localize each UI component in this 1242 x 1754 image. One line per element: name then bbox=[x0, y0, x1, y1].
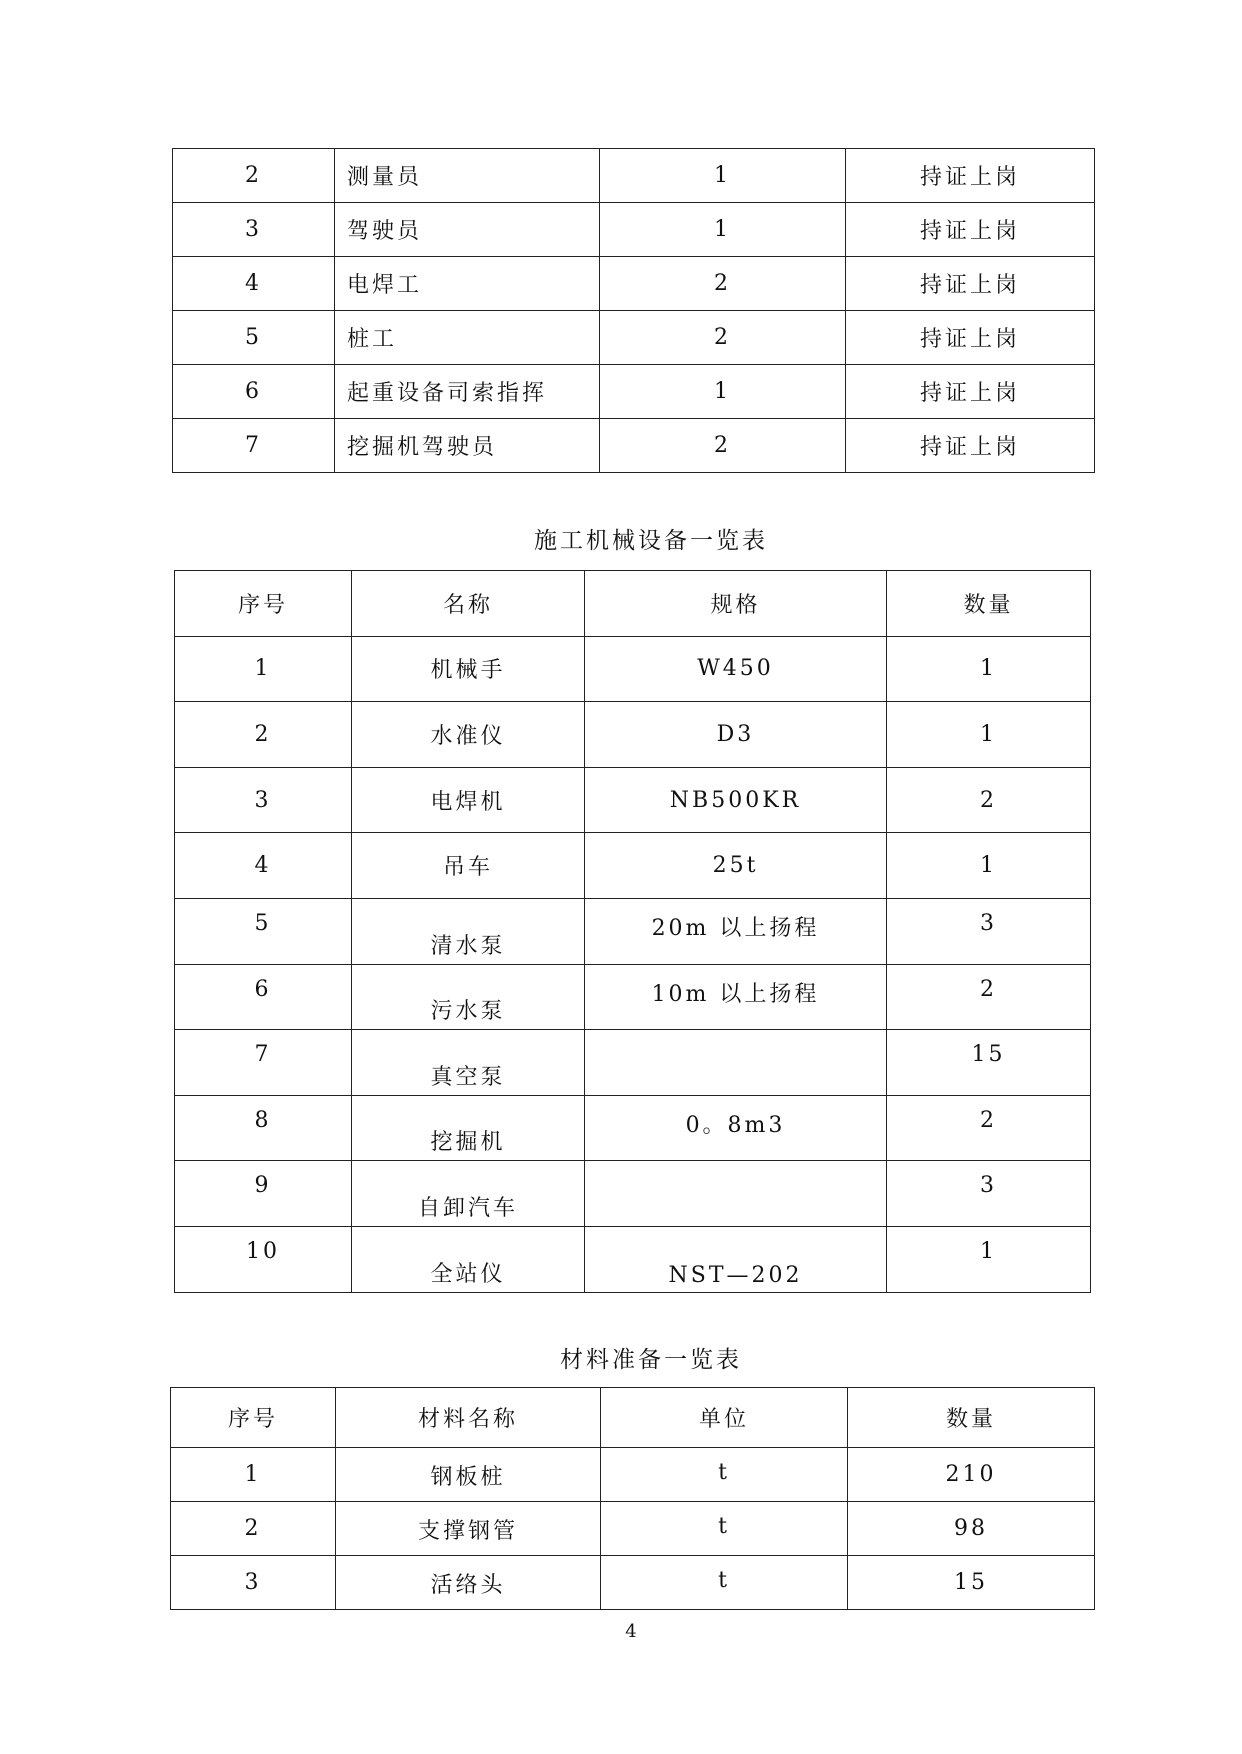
staff-count: 2 bbox=[600, 419, 846, 473]
equipment-table bbox=[174, 570, 1091, 1293]
staff-note: 持证上岗 bbox=[846, 149, 1095, 203]
equipment-spec: NB500KR bbox=[585, 767, 887, 833]
material-unit: t bbox=[601, 1448, 848, 1502]
equipment-name: 自卸汽车 bbox=[352, 1161, 585, 1227]
equipment-qty: 1 bbox=[887, 833, 1091, 899]
equipment-spec: 25t bbox=[585, 833, 887, 899]
staff-role: 起重设备司索指挥 bbox=[335, 365, 600, 419]
staff-note: 持证上岗 bbox=[846, 365, 1095, 419]
table-row bbox=[175, 898, 1091, 964]
equipment-spec bbox=[585, 1161, 887, 1227]
material-name: 支撑钢管 bbox=[336, 1502, 601, 1556]
equipment-name: 挖掘机 bbox=[352, 1095, 585, 1161]
table-row bbox=[173, 149, 1095, 203]
staff-no: 6 bbox=[173, 365, 335, 419]
equipment-name: 污水泵 bbox=[352, 964, 585, 1030]
table-row bbox=[175, 964, 1091, 1030]
staff-role: 驾驶员 bbox=[335, 203, 600, 257]
equipment-name: 真空泵 bbox=[352, 1030, 585, 1096]
material-qty: 98 bbox=[848, 1502, 1095, 1556]
material-unit: t bbox=[601, 1502, 848, 1556]
table-row bbox=[175, 1030, 1091, 1096]
equipment-no: 3 bbox=[175, 767, 352, 833]
equipment-spec: NST—202 bbox=[585, 1226, 887, 1292]
equipment-no: 9 bbox=[175, 1161, 352, 1227]
material-no: 2 bbox=[171, 1502, 336, 1556]
column-header: 序号 bbox=[171, 1388, 336, 1448]
equipment-qty: 1 bbox=[887, 702, 1091, 768]
equipment-no: 10 bbox=[175, 1226, 352, 1292]
equipment-qty: 3 bbox=[887, 898, 1091, 964]
staff-role: 桩工 bbox=[335, 311, 600, 365]
column-header: 名称 bbox=[352, 571, 585, 637]
table-row bbox=[173, 257, 1095, 311]
material-table bbox=[170, 1387, 1095, 1610]
equipment-qty: 1 bbox=[887, 1226, 1091, 1292]
material-name: 钢板桩 bbox=[336, 1448, 601, 1502]
staff-role: 电焊工 bbox=[335, 257, 600, 311]
equipment-qty: 15 bbox=[887, 1030, 1091, 1096]
equipment-name: 电焊机 bbox=[352, 767, 585, 833]
table-row bbox=[175, 767, 1091, 833]
equipment-name: 水准仪 bbox=[352, 702, 585, 768]
table-header-row bbox=[175, 571, 1091, 637]
equipment-spec: D3 bbox=[585, 702, 887, 768]
staff-role: 挖掘机驾驶员 bbox=[335, 419, 600, 473]
material-table-caption: 材料准备一览表 bbox=[560, 1347, 742, 1373]
material-unit: t bbox=[601, 1556, 848, 1610]
equipment-name: 机械手 bbox=[352, 636, 585, 702]
material-no: 1 bbox=[171, 1448, 336, 1502]
staff-count: 1 bbox=[600, 365, 846, 419]
staff-no: 5 bbox=[173, 311, 335, 365]
equipment-qty: 2 bbox=[887, 767, 1091, 833]
equipment-name: 吊车 bbox=[352, 833, 585, 899]
equipment-no: 7 bbox=[175, 1030, 352, 1096]
equipment-spec: 10m 以上扬程 bbox=[585, 964, 887, 1030]
column-header: 数量 bbox=[848, 1388, 1095, 1448]
equipment-qty: 2 bbox=[887, 964, 1091, 1030]
equipment-no: 6 bbox=[175, 964, 352, 1030]
staff-note: 持证上岗 bbox=[846, 311, 1095, 365]
equipment-spec: 20m 以上扬程 bbox=[585, 898, 887, 964]
staff-note: 持证上岗 bbox=[846, 419, 1095, 473]
column-header: 材料名称 bbox=[336, 1388, 601, 1448]
equipment-no: 2 bbox=[175, 702, 352, 768]
table-row bbox=[171, 1556, 1095, 1610]
material-no: 3 bbox=[171, 1556, 336, 1610]
staff-count: 1 bbox=[600, 149, 846, 203]
staff-role: 测量员 bbox=[335, 149, 600, 203]
staff-no: 3 bbox=[173, 203, 335, 257]
column-header: 规格 bbox=[585, 571, 887, 637]
equipment-qty: 2 bbox=[887, 1095, 1091, 1161]
staff-note: 持证上岗 bbox=[846, 257, 1095, 311]
table-row bbox=[171, 1502, 1095, 1556]
table-row bbox=[173, 419, 1095, 473]
equipment-spec bbox=[585, 1030, 887, 1096]
staff-count: 1 bbox=[600, 203, 846, 257]
table-header-row bbox=[171, 1388, 1095, 1448]
equipment-no: 1 bbox=[175, 636, 352, 702]
column-header: 序号 bbox=[175, 571, 352, 637]
table-row bbox=[173, 311, 1095, 365]
page-number: 4 bbox=[625, 1621, 637, 1642]
staff-count: 2 bbox=[600, 257, 846, 311]
staff-note: 持证上岗 bbox=[846, 203, 1095, 257]
equipment-table-caption: 施工机械设备一览表 bbox=[534, 528, 768, 554]
equipment-no: 8 bbox=[175, 1095, 352, 1161]
equipment-qty: 3 bbox=[887, 1161, 1091, 1227]
equipment-name: 全站仪 bbox=[352, 1226, 585, 1292]
staff-no: 4 bbox=[173, 257, 335, 311]
table-row bbox=[173, 365, 1095, 419]
equipment-qty: 1 bbox=[887, 636, 1091, 702]
table-row bbox=[175, 1226, 1091, 1292]
equipment-name: 清水泵 bbox=[352, 898, 585, 964]
table-row bbox=[173, 203, 1095, 257]
table-row bbox=[175, 1095, 1091, 1161]
table-row bbox=[175, 833, 1091, 899]
equipment-spec: 0。8m3 bbox=[585, 1095, 887, 1161]
column-header: 数量 bbox=[887, 571, 1091, 637]
equipment-spec: W450 bbox=[585, 636, 887, 702]
equipment-no: 4 bbox=[175, 833, 352, 899]
staff-table bbox=[172, 148, 1095, 473]
material-qty: 15 bbox=[848, 1556, 1095, 1610]
staff-count: 2 bbox=[600, 311, 846, 365]
equipment-no: 5 bbox=[175, 898, 352, 964]
material-qty: 210 bbox=[848, 1448, 1095, 1502]
table-row bbox=[175, 702, 1091, 768]
staff-no: 7 bbox=[173, 419, 335, 473]
table-row bbox=[171, 1448, 1095, 1502]
column-header: 单位 bbox=[601, 1388, 848, 1448]
table-row bbox=[175, 1161, 1091, 1227]
material-name: 活络头 bbox=[336, 1556, 601, 1610]
table-row bbox=[175, 636, 1091, 702]
staff-no: 2 bbox=[173, 149, 335, 203]
